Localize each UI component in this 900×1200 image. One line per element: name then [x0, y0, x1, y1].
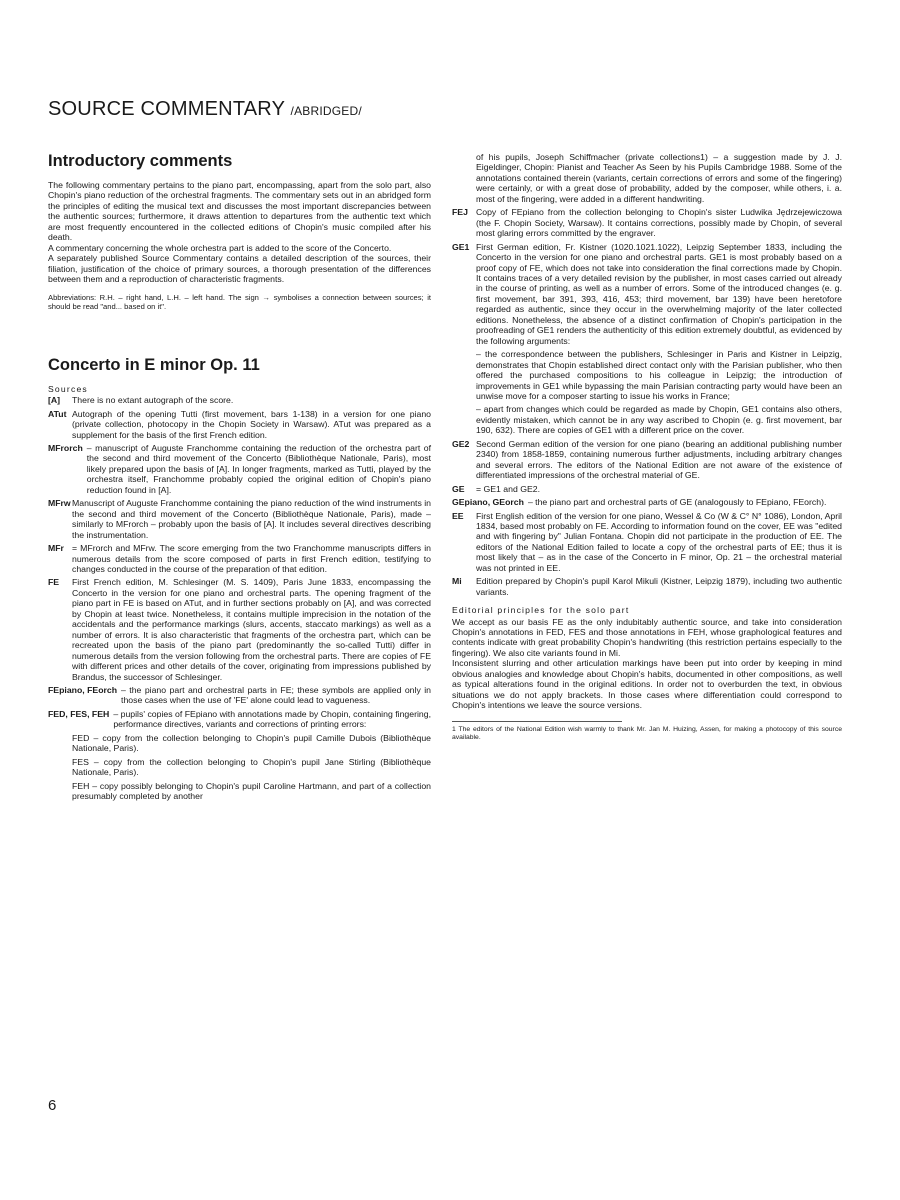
- source-entry: [452, 439, 842, 481]
- source-description: First English edition of the version for one piano, Wessel & Co (W & C° N° 1086), London, April 1834, based most probably on FE. According to information found on the cover, EE was "edited and with fingering by" Julian Fontana. Chopin did not participate in the production of EE. The editors of the National Edition failed to locate a copy of the orchestral parts of EE; thus it is most likely that – as in the case of the Concerto in F minor, Op. 21 – the orchestral material was not printed in EE.: [476, 510, 842, 573]
- source-entry: [452, 404, 842, 435]
- footnote-rule: [452, 721, 622, 722]
- editorial-paragraph-1: We accept as our basis FE as the only indubitably authentic source, and take into consideration Chopin's annotations in FED, FES and those annotations in FEH, whose graphological features and contents indicate with great probability Chopin's handwriting (this restriction pertains especially to the fingering). We also cite variants found in Mi.: [452, 616, 842, 658]
- source-entry: [48, 709, 431, 730]
- source-siglum: MFr: [48, 543, 64, 554]
- title-suffix: /ABRIDGED/: [290, 104, 362, 118]
- source-description: There is no extant autograph of the score.: [72, 395, 234, 406]
- feh-continuation: of his pupils, Joseph Schiffmacher (private collections1) – a suggestion made by J. J. Eigeldinger, Chopin: Pianist and Teacher As Seen by his Pupils Cambridge 1988. Some of the annotations contained therein (variants, certain corrections of errors and some of the fingering) were certainly, or with a great dose of probability, added by the composer, while others, i. a. most of the fingering, were added in a different handwriting.: [476, 152, 842, 204]
- source-siglum: [A]: [48, 395, 61, 406]
- source-description: Manuscript of Auguste Franchomme containing the piano reduction of the wind instruments in the second and third movement of the Concerto (Bibliothèque Nationale, Paris), made – similarly to MFrorch – probably upon the basis of [A]. It includes several directives describing the instrumentation.: [72, 498, 431, 540]
- source-description: – the correspondence between the publishers, Schlesinger in Paris and Kistner in Leipzig, demonstrates that Chopin established direct contact only with the Parisian publisher, who then offered the purchased compositions to his colleague in Leipzig; the introduction of improvements in GE1 while bypassing the main Parisian contracting party would have been an unwise move for a composer starting to issue his works in France;: [476, 349, 842, 401]
- source-siglum: Mi: [452, 576, 462, 587]
- source-description: First French edition, M. Schlesinger (M. S. 1409), Paris June 1833, encompassing the Concerto in the version for one piano and orchestral parts. The opening fragment of the piano part in FE is based on ATut, and in further sections probably on [A], and was corrected by Chopin at least twice. Nonetheless, it contains multiple imprecision in the notation of the accidentals and the performance markings (slurs, accents, staccato markings) as well as a number of errors. It is also characteristic that fragments of the orchestra part, which can be recreated upon the basis of the piano part (predominantly the so-called Tutti) differ in numerous details from the version following from the orchestral parts. There are copies of FE with different prices and other details of the cover, originating from impressions published by Brandus, the successor of Schlesinger.: [72, 577, 431, 682]
- source-description: Edition prepared by Chopin's pupil Karol Mikuli (Kistner, Leipzig 1879), including two authentic variants.: [476, 576, 842, 597]
- sources-label: Sources: [48, 383, 88, 394]
- source-siglum: GE1: [452, 241, 470, 252]
- source-entry: [48, 409, 431, 440]
- concerto-heading: Concerto in E minor Op. 11: [48, 355, 260, 374]
- source-siglum: MFrorch: [48, 442, 83, 453]
- page-number: 6: [48, 1097, 57, 1114]
- source-entry: [452, 511, 842, 574]
- left-column: [48, 152, 431, 804]
- intro-paragraph-3: A separately published Source Commentary contains a detailed description of the sources, their filiation, justification of the choice of primary sources, a thorough presentation of the differences between them and a reproduction of characteristic fragments.: [48, 253, 431, 285]
- intro-paragraph-2: A commentary concerning the whole orchestra part is added to the score of the Concerto.: [48, 242, 392, 253]
- source-entry: [452, 497, 842, 507]
- footnote: 1 The editors of the National Edition wish warmly to thank Mr. Jan M. Huizing, Assen, for making a photocopy of this source available.: [452, 725, 842, 742]
- source-description: Autograph of the opening Tutti (first movement, bars 1-138) in a version for one piano (private collection, photocopy in the Chopin Society in Warsaw). ATut was prepared as a supplement for the basis of the first French edition.: [72, 408, 431, 440]
- intro-paragraph-1: The following commentary pertains to the piano part, encompassing, apart from the solo part, also Chopin's piano reduction of the orchestral fragments. The commentary sets out in an abridged form the principles of editing the musical text and discusses the most important discrepancies between the authentic sources; furthermore, it draws attention to departures from the authentic text which are most frequently encountered in the collected editions of Chopin's music compiled after his death.: [48, 180, 431, 243]
- source-list: [48, 395, 431, 730]
- source-entry: [48, 577, 431, 682]
- editorial-paragraph-2: Inconsistent slurring and other articulation markings have been put into order by keeping in mind obvious analogies and knowledge about Chopin's habits, documented in other compositions, as well as typical alterations found in the original editions. In order not to overburden the text, in obvious situations we do not apply brackets. In those cases where differentiation could correspond to Chopin's intentions we leave the source versions.: [452, 658, 842, 711]
- abbreviations-note: Abbreviations: R.H. – right hand, L.H. – left hand. The sign → symbolises a connection between sources; it should be read "and... based on it".: [48, 292, 431, 312]
- source-description: – the piano part and orchestral parts in FE; these symbols are applied only in those cases when the use of 'FE' alone could lead to vagueness.: [121, 684, 431, 706]
- source-feh: FEH – copy possibly belonging to Chopin's pupil Caroline Hartmann, and part of a collection presumably completed by another: [72, 780, 431, 802]
- title-text: SOURCE COMMENTARY: [48, 98, 285, 120]
- source-entry: [452, 484, 842, 494]
- source-description: – apart from changes which could be regarded as made by Chopin, GE1 contains also others, evidently mistaken, which cannot be in any way ascribed to Chopin (e. g. first movement, bar 190, 632). There are copies of GE1 with a different price on the cover.: [476, 404, 842, 436]
- source-description: = MFrorch and MFrw. The score emerging from the two Franchomme manuscripts differs in numerous details from the score composed of parts in first French edition, testifying to changes conducted in the course of the preparation of that edition.: [72, 543, 431, 574]
- source-entry: [48, 498, 431, 540]
- source-siglum: GE: [452, 483, 465, 494]
- source-siglum: ATut: [48, 408, 67, 419]
- source-siglum: FEJ: [452, 207, 468, 218]
- source-list-continued: [452, 207, 842, 597]
- source-siglum: MFrw: [48, 498, 71, 509]
- source-siglum: FE: [48, 577, 60, 588]
- source-description: = GE1 and GE2.: [476, 483, 540, 494]
- source-description: Copy of FEpiano from the collection belonging to Chopin's sister Ludwika Jędrzejewiczowa (the F. Chopin Society, Warsaw). It contains corrections, possibly made by Chopin, of several most glaring errors committed by the engraver.: [476, 207, 842, 239]
- source-siglum: [452, 404, 476, 435]
- source-description: Second German edition of the version for one piano (bearing an additional publishing number 2340) from 1858-1859, containing numerous further adjustments, including arbitrary changes and several errors. The editors of the National Edition are not aware of the existence of differentiated impressions of the orchestral material of GE.: [476, 438, 842, 481]
- source-description: – manuscript of Auguste Franchomme containing the reduction of the orchestra part of the second and third movement of the Concerto (Bibliothèque Nationale, Paris), most likely prepared upon the basis of [A]. In longer fragments, marked as Tutti, played by the orchestra itself, Franchomme probably copied the original edition of Chopin's piano reduction found in [A].: [86, 442, 431, 495]
- source-siglum: [452, 349, 476, 401]
- source-entry: [48, 685, 431, 706]
- source-siglum: GEpiano, GEorch: [452, 497, 524, 508]
- source-siglum: FED, FES, FEH: [48, 708, 110, 719]
- source-entry: [452, 207, 842, 238]
- intro-heading: Introductory comments: [48, 152, 233, 170]
- source-entry: [452, 349, 842, 401]
- source-entry: [48, 443, 431, 495]
- editorial-label: Editorial principles for the solo part: [452, 605, 630, 616]
- source-entry: [48, 543, 431, 574]
- source-siglum: GE2: [452, 438, 470, 449]
- page-title: [48, 98, 362, 121]
- source-siglum: FEpiano, FEorch: [48, 684, 118, 695]
- source-entry: [452, 242, 842, 347]
- source-siglum: EE: [452, 510, 464, 521]
- source-entry: [452, 576, 842, 597]
- source-fes: FES – copy from the collection belonging to Chopin's pupil Jane Stirling (Bibliothèque Nationale, Paris).: [72, 756, 431, 778]
- right-column: [452, 152, 842, 742]
- source-description: – pupils' copies of FEpiano with annotations made by Chopin, containing fingering, performance directives, variants and corrections of printing errors:: [113, 708, 431, 730]
- source-entry: [48, 395, 431, 405]
- source-description: – the piano part and orchestral parts of GE (analogously to FEpiano, FEorch).: [527, 497, 827, 508]
- source-description: First German edition, Fr. Kistner (1020.1021.1022), Leipzig September 1833, including the Concerto in the version for one piano and orchestral parts. GE1 is most probably based on a proof copy of FE, which does not take into consideration the final corrections made by Chopin. It contains traces of a very detailed revision by the publisher, in most cases carried out already in the course of printing, as well as a number of errors. Some of the introduced changes (e. g. first movement, bar 391, 393, 416, 453; third movement, bar 139) have been heretofore regarded as authentic, since they occur in the overwhelming majority of the later collected editions. Nonetheless, the absence of a distinct confirmation of Chopin's participation in the proofreading of GE1 renders the authenticity of this edition extremely doubtful, as evidenced by the following arguments:: [476, 241, 842, 346]
- source-fed: FED – copy from the collection belonging to Chopin's pupil Camille Dubois (Bibliothèque Nationale, Paris).: [72, 732, 431, 754]
